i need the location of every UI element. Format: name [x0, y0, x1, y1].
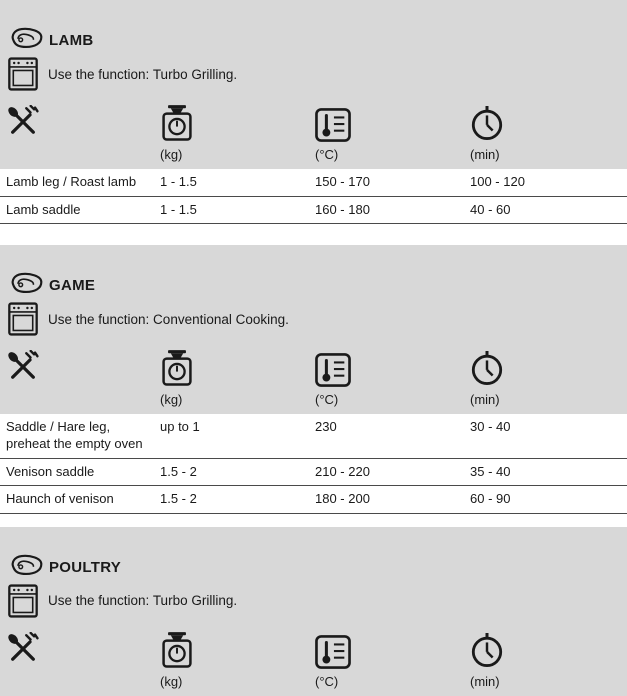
- thermometer-icon: [315, 625, 464, 669]
- section-poultry: [0, 527, 627, 696]
- table-row: [0, 459, 627, 487]
- game-table-rows: [0, 414, 627, 514]
- table-row: [0, 197, 627, 225]
- temp-unit-label: (°C): [315, 673, 339, 689]
- meat-icon: [10, 553, 44, 577]
- food-cell: Lamb leg / Roast lamb: [6, 174, 137, 189]
- temp-cell: 210 - 220: [315, 463, 370, 479]
- lamb-function-row: [0, 52, 627, 96]
- poultry-header-panel: [0, 527, 627, 696]
- table-row: [0, 414, 627, 458]
- section-game: [0, 245, 627, 514]
- game-function-row: [0, 297, 627, 341]
- section-title: LAMB: [49, 32, 94, 49]
- thermometer-icon: [315, 98, 464, 142]
- clock-icon: [470, 98, 627, 142]
- lamb-table-header: [0, 98, 627, 163]
- food-cell: Venison saddle: [6, 463, 95, 479]
- function-text: Use the function: Turbo Grilling.: [48, 593, 238, 609]
- food-column-label: [6, 147, 154, 163]
- section-title: POULTRY: [49, 558, 122, 576]
- time-cell: 40 - 60: [470, 201, 511, 217]
- poultry-function-row: [0, 579, 627, 623]
- time-unit-label: (min): [470, 673, 500, 689]
- section-gap: [0, 224, 627, 245]
- time-cell: 100 - 120: [470, 174, 525, 189]
- food-column-label: [6, 674, 154, 690]
- food-cell: Haunch of venison: [6, 491, 114, 507]
- function-text: Use the function: Conventional Cooking.: [48, 311, 289, 327]
- food-cell: Lamb saddle: [6, 201, 81, 217]
- clock-icon: [470, 625, 627, 669]
- food-cell: Saddle / Hare leg, preheat the empty oven: [6, 419, 143, 451]
- time-cell: 30 - 40: [470, 419, 511, 435]
- weight-cell: up to 1: [160, 419, 200, 435]
- function-text: Use the function: Turbo Grilling.: [48, 66, 238, 82]
- lamb-title-row: [0, 8, 627, 50]
- meat-icon: [10, 271, 44, 295]
- section-title: GAME: [49, 277, 96, 295]
- weight-unit-label: (kg): [160, 392, 183, 408]
- weight-cell: 1 - 1.5: [160, 174, 197, 189]
- cutlery-icon: [6, 343, 154, 387]
- oven-icon: [8, 57, 38, 91]
- temp-unit-label: (°C): [315, 392, 339, 408]
- thermometer-icon: [315, 343, 464, 387]
- section-lamb: [0, 0, 627, 224]
- weight-cell: 1 - 1.5: [160, 201, 197, 217]
- table-row: [0, 169, 627, 197]
- time-cell: 35 - 40: [470, 463, 511, 479]
- game-table-header: [0, 343, 627, 408]
- temp-cell: 180 - 200: [315, 491, 370, 507]
- temp-cell: 160 - 180: [315, 201, 370, 217]
- game-header-panel: [0, 245, 627, 414]
- game-title-row: [0, 253, 627, 295]
- temp-cell: 230: [315, 419, 337, 435]
- weight-cell: 1.5 - 2: [160, 463, 197, 479]
- scale-icon: [160, 98, 309, 142]
- meat-icon: [10, 26, 44, 50]
- temp-unit-label: (°C): [315, 147, 339, 162]
- weight-unit-label: (kg): [160, 673, 183, 689]
- temp-cell: 150 - 170: [315, 174, 370, 189]
- weight-unit-label: (kg): [160, 147, 183, 162]
- cutlery-icon: [6, 98, 154, 142]
- time-unit-label: (min): [470, 392, 500, 408]
- table-row: [0, 486, 627, 514]
- time-cell: 60 - 90: [470, 491, 511, 507]
- lamb-table-rows: [0, 169, 627, 224]
- poultry-table-header: [0, 625, 627, 690]
- section-gap: [0, 514, 627, 527]
- time-unit-label: (min): [470, 147, 500, 162]
- scale-icon: [160, 343, 309, 387]
- oven-icon: [8, 584, 38, 618]
- food-column-label: [6, 392, 154, 408]
- oven-icon: [8, 302, 38, 336]
- clock-icon: [470, 343, 627, 387]
- poultry-title-row: [0, 535, 627, 577]
- lamb-header-panel: [0, 0, 627, 169]
- scale-icon: [160, 625, 309, 669]
- weight-cell: 1.5 - 2: [160, 491, 197, 507]
- cutlery-icon: [6, 625, 154, 669]
